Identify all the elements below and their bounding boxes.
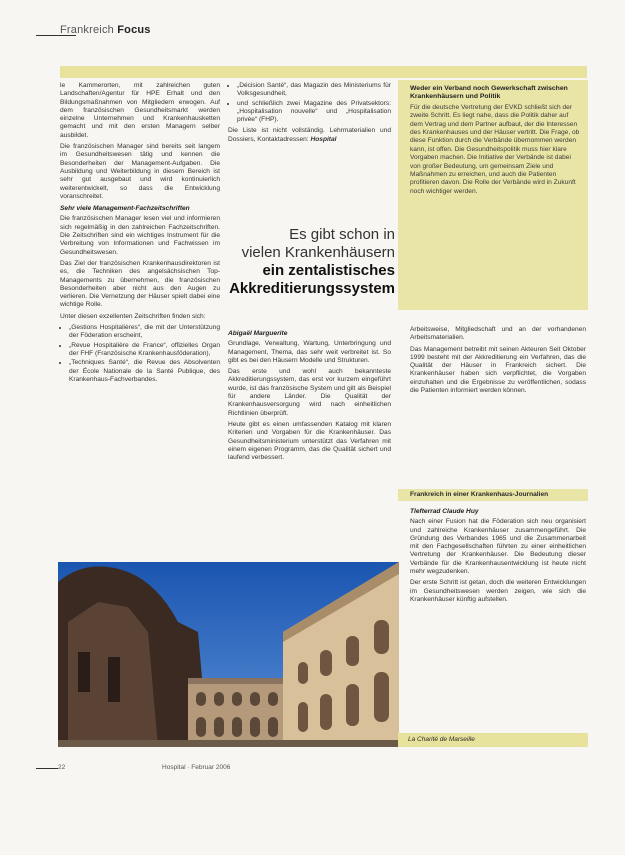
col3-paragraph-1: Arbeitsweise, Mitgliedschaft und an der vorhandenen Arbeitsmaterialien. — [410, 326, 586, 342]
col2-journal-list — [228, 82, 391, 124]
pull-quote-line-2: vielen Krankenhäusern — [241, 244, 395, 261]
hospital-photo — [58, 562, 399, 747]
column-3-lower — [410, 504, 586, 607]
col1-paragraph-4: Das Ziel der französischen Krankenhausdirektoren ist es, die Techniken des angelsächsischen Top-Managements zu übernehmen, die französischen Besonderheiten aber nicht aus den Augen zu verlieren. Die Vernetzung der Häuser spielt dabei eine wichtige Rolle. — [60, 259, 220, 309]
col3-box-title: Frankreich in einer Krankenhaus-Journalien — [398, 489, 588, 501]
pull-quote-line-3: ein zentalistisches — [262, 262, 395, 279]
col3-author: Tlefterrad Claude Huy — [410, 508, 479, 515]
col1-paragraph-2: Die französischen Manager sind bereits seit langem im Gesundheitswesen tätig und kennen die Besonderheiten der Management-Aufgaben. Die Ausbildung und Weiterbildung in diesem Bereich ist sehr gut ausgebaut und wird kontinuierlich weiterentwickelt, so dass die Entwicklung voranschreitet. — [60, 143, 220, 200]
pull-quote-line-1: Es gibt schon in — [289, 226, 395, 243]
col2-paragraph-3: Das erste und wohl auch bekannteste Akkreditierungssystem, das erst vor kurzem eingeführt wurde, ist das französische System und gilt als Beispiel für andere Länder. Die Qualität der Krankenhausversorgung wird nach einheitlichen Richtlinien überprüft. — [228, 368, 391, 417]
accent-bar — [60, 66, 587, 78]
col1-paragraph-1: le Kammerorten, mit zahlreichen guten Landschaften/Agentur für HPE Erhalt und den Bildungsmaßnahmen von Mitgliedern erwogen. Auf dem französischen Gesundheitsmarkt werden einzelne Unternehmen und Krankenhausketten gemacht und mit den ersten Managern selber ausbildet. — [60, 82, 220, 139]
col1-subhead: Sehr viele Management-Fachzeitschriften — [60, 205, 190, 213]
list-item: • „Gestions Hospitalières“, die mit der Unterstützung der Föderation erscheint, — [69, 324, 220, 341]
column-1 — [60, 82, 220, 387]
list-item: • und schließlich zwei Magazine des Privatsektors: „Hospitalisation nouvelle“ und „Hospitalisation privée“ (FHP). — [237, 100, 391, 125]
column-2 — [228, 82, 391, 147]
footer-rule — [36, 768, 58, 769]
list-item: • „Décision Santé“, das Magazin des Ministeriums für Volksgesundheit, — [237, 82, 391, 99]
photo-caption: La Charité de Marseille — [398, 733, 588, 747]
col3-paragraph-2: Das Management betreibt mit seinen Akteuren Seit Oktober 1999 besteht mit der Akkreditierung ein Verfahren, das die Qualität der Häuser in Frankreich sichert. Die Krankenhäuser haben sich verpflichtet, die Vorgaben einzuhalten und die Ergebnisse zu veröffentlichen, sodass die Patienten informiert werden können. — [410, 345, 586, 395]
page-footer — [58, 764, 230, 771]
hospital-brand: Hospital — [310, 135, 337, 143]
magazine-name: Hospital · Februar 2006 — [162, 764, 231, 771]
author-name: Abigaël Marguerite — [228, 330, 288, 337]
col1-paragraph-3: Die französischen Manager lesen viel und informieren sich regelmäßig in den zahlreichen Fachzeitschriften. Die Zeitschriften sind ein wichtiges Instrument für die Verbreitung von Informationen und Fachwissen im Gesundheitswesen. — [60, 215, 220, 256]
col2-paragraph-1 — [228, 127, 391, 144]
page-number: 22 — [58, 764, 66, 771]
col1-journal-list — [60, 324, 220, 384]
header-section: Frankreich — [60, 24, 114, 36]
list-item: • „Revue Hospitalière de France“, offizielles Organ der FHF (Französische Krankenhausföderation), — [69, 342, 220, 359]
list-item: • „Techniques Santé“, die Revue des Absolventen der École Nationale de la Santé Publique, des Krankenhaus-Fachverbandes. — [69, 359, 220, 384]
sidebar-body: Für die deutsche Vertretung der EVKD schließt sich der zweite Schritt. Es liegt nahe, dass die Politik daher auf dem Vertrag und dem Partner aufbaut, der die Interessen des Krankenhauses und der Häuser vertritt. Die Frage, ob diese Funktion durch die Verbände übernommen werden kann, ist offen. Die Gesundheitspolitik muss hier klare Vorgaben machen. Die Initiative der Verbände ist dabei von großer Bedeutung, um gemeinsam Ziele und Maßnahmen zu erreichen, und auch die Patienten profitieren davon. Die Rolle der Verbände wird in Zukunft noch wichtiger werden. — [410, 103, 580, 195]
courtyard-image — [58, 562, 399, 747]
sidebar-title: Weder ein Verband noch Gewerkschaft zwischen Krankenhäusern und Politik — [410, 85, 568, 101]
header-focus: Focus — [117, 24, 151, 36]
pull-quote — [210, 226, 395, 298]
col1-paragraph-5: Unter diesen exzellenten Zeitschriften finden sich: — [60, 312, 206, 320]
col2-paragraph-2: Grundlage, Verwaltung, Wartung, Unterbringung und Management, Thema, das sehr weit verbreitet ist. So gibt es bei den Häusern Modelle und Strukturen. — [228, 340, 391, 364]
col2-paragraph-1-text: Die Liste ist nicht vollständig. Lehrmaterialien und Dossiers, Kontaktadressen: — [228, 127, 391, 143]
col3-paragraph-4: Der erste Schritt ist getan, doch die weiteren Entwicklungen im Gesundheitswesen werden zeigen, wie sich die Krankenhäuser künftig aufstellen. — [410, 579, 586, 603]
sidebar-box — [398, 80, 588, 310]
pull-quote-line-4: Akkreditierungssystem — [229, 280, 395, 297]
col2-paragraph-4: Heute gibt es einen umfassenden Katalog mit klaren Kriterien und Vorgaben für die Krankenhäuser. Das Gesundheitsministerium unterstützt das Verfahren mit einem eigenen Programm, das die Qualität sichert und laufend verbessert. — [228, 420, 391, 462]
column-2-lower — [228, 326, 391, 465]
column-3 — [410, 326, 586, 398]
page-header — [60, 24, 151, 36]
col3-paragraph-3: Nach einer Fusion hat die Föderation sich neu organisiert und zahlreiche Krankenhäuser zusammengeführt. Die Gründung des Verbandes 1965 und die Zusammenarbeit mit den Fachgesellschaften führten zu einer einheitlichen Vertretung der Krankenhäuser. Die Bedeutung dieser Verbände für die Krankenhausentwicklung ist heute nicht mehr wegzudenken. — [410, 518, 586, 576]
